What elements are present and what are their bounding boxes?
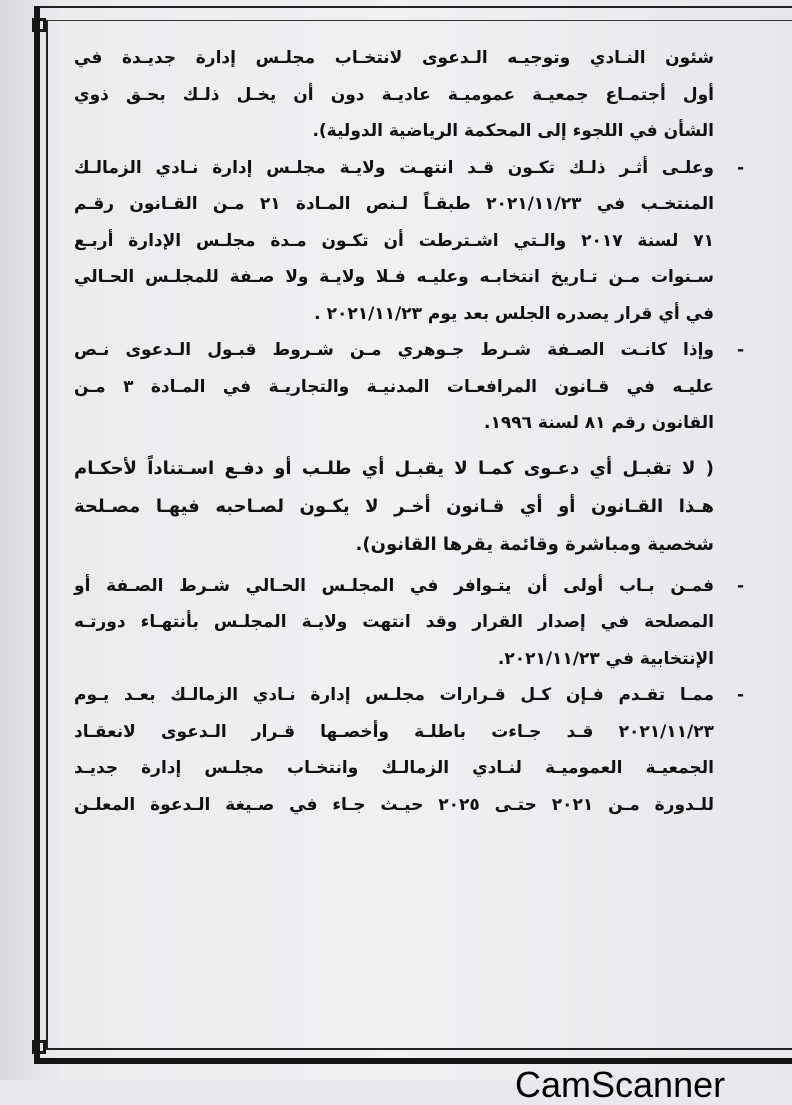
bullet-paragraph: [74, 150, 744, 333]
text-line: ٢٠٢١/١١/٢٣ قـد جـاءت باطلـة وأخصـها قـرار الـدعوى لانعقـاد: [74, 721, 714, 742]
bullet-paragraph: [74, 332, 744, 442]
frame-corner-ornament: [32, 18, 46, 32]
bullet-dash: -: [736, 340, 744, 360]
document-body: [74, 40, 744, 823]
text-line: سـنوات مـن تـاريخ انتخابـه وعليـه فـلا ولايـة ولا صـفة للمجلـس الحـالي: [74, 267, 714, 287]
frame-corner-ornament: [32, 1040, 46, 1054]
text-line: المصلحة في إصدار القرار وقد انتهت ولايـة المجلـس بأنتهـاء دورتـه: [74, 612, 714, 632]
camscanner-watermark: CamScanner: [515, 1064, 726, 1105]
text-line: هـذا القـانون أو أي قـانون أخـر لا يكـون لصـاحبه فيهـا مصـلحة: [74, 495, 714, 517]
text-line: ٧١ لسنة ٢٠١٧ والـتي اشـترطت أن تكـون مـدة مجلـس الإدارة أربـع: [74, 230, 714, 251]
text-line: القانون رقم ٨١ لسنة ١٩٩٦.: [484, 413, 714, 433]
text-line: الجمعيـة العموميـة لنـادي الزمالـك وانتخـاب مجلـس إدارة جديـد: [74, 758, 714, 778]
bullet-paragraph: [74, 677, 744, 823]
text-line: الشأن في اللجوء إلى المحكمة الرياضية الدولية).: [312, 121, 714, 141]
text-line: وعلـى أثـر ذلـك تكـون قـد انتهـت ولايـة مجلـس إدارة نـادي الزمالـك: [74, 157, 714, 178]
text-line: للـدورة مـن ٢٠٢١ حتـى ٢٠٢٥ حيـث جـاء في صـيغة الـدعوة المعلـن: [74, 794, 714, 815]
bullet-dash: -: [736, 157, 744, 178]
text-line: وإذا كانـت الصـفة شـرط جـوهري مـن شـروط قبـول الـدعوى نـص: [74, 340, 714, 360]
text-line: فمـن بـاب أولى أن يتـوافر في المجلـس الحـالي شـرط الصـفة أو: [74, 575, 714, 596]
bullet-dash: -: [736, 575, 744, 596]
bullet-dash: -: [736, 685, 744, 705]
text-line: ( لا تقبـل أي دعـوى كمـا لا يقبـل أي طلـب أو دفـع اسـتناداً لأحكـام: [74, 457, 714, 479]
text-line: شخصية ومباشرة وقائمة يقرها القانون).: [355, 533, 714, 555]
intro-paragraph: [74, 40, 714, 150]
text-line: عليـه في قـانون المرافعـات المدنيـة والتجاريـة في المـادة ٣ مـن: [74, 376, 714, 397]
text-line: أول أجتمـاع جمعيـة عموميـة عاديـة دون أن يخـل ذلـك بحـق ذوي: [74, 84, 714, 105]
quoted-law-text: [74, 450, 714, 564]
text-line: المنتخـب في ٢٠٢١/١١/٢٣ طبقـاً لـنص المـادة ٢١ مـن القـانون رقـم: [74, 194, 715, 214]
text-line: شئون النـادي وتوجيـه الـدعوى لانتخـاب مجلـس إدارة جديـدة في: [74, 48, 714, 68]
text-line: ممـا تقـدم فـإن كـل قـرارات مجلـس إدارة نـادي الزمالـك بعـد يـوم: [74, 685, 714, 705]
bullet-paragraph: [74, 568, 744, 678]
text-line: في أي قرار يصدره الجلس بعد يوم ٢٠٢١/١١/٢٣ .: [314, 303, 714, 324]
text-line: الإنتخابية في ٢٠٢١/١١/٢٣.: [497, 648, 714, 669]
